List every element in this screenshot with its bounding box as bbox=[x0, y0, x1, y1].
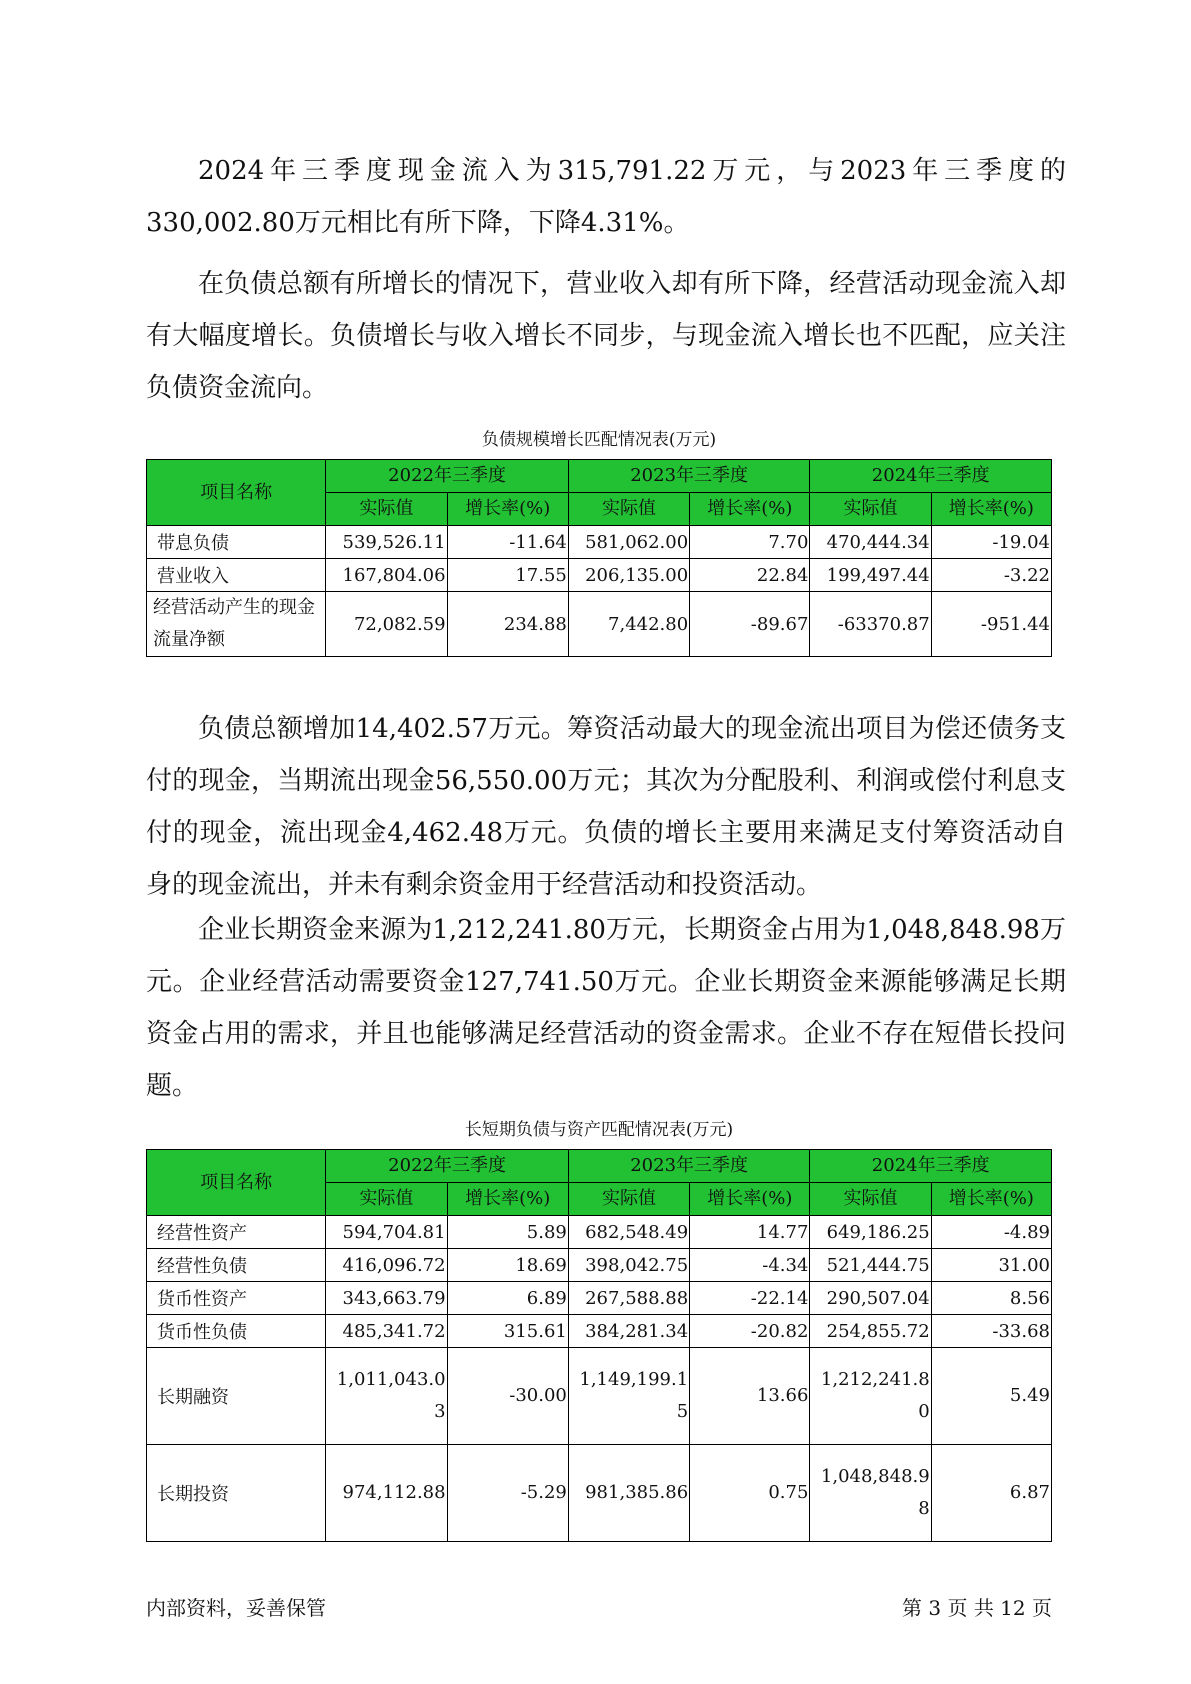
row-label: 长期投资 bbox=[147, 1445, 326, 1542]
cell-value: 1,212,241.80 bbox=[810, 1348, 931, 1445]
table-row bbox=[147, 592, 1052, 657]
cell-value: 7.70 bbox=[690, 526, 810, 559]
period-header: 2024年三季度 bbox=[810, 1150, 1052, 1183]
row-label: 经营活动产生的现金流量净额 bbox=[147, 592, 326, 657]
period-header: 2023年三季度 bbox=[568, 460, 810, 493]
cell-value: 7,442.80 bbox=[568, 592, 689, 657]
cell-value: -4.89 bbox=[931, 1216, 1051, 1249]
table-title-debt-growth: 负债规模增长匹配情况表(万元) bbox=[481, 430, 717, 450]
table-row bbox=[147, 1445, 1052, 1542]
liability-asset-match-table bbox=[146, 1149, 1052, 1542]
cell-value: 22.84 bbox=[690, 559, 810, 592]
row-label: 营业收入 bbox=[147, 559, 326, 592]
table-row bbox=[147, 1216, 1052, 1249]
cell-value: 649,186.25 bbox=[810, 1216, 931, 1249]
cell-value: 0.75 bbox=[690, 1445, 810, 1542]
paragraph-debt-usage: 负债总额增加14,402.57万元。筹资活动最大的现金流出项目为偿还债务支付的现金，当期流出现金56,550.00万元；其次为分配股利、利润或偿付利息支付的现金，流出现金4,462.48万元。负债的增长主要用来满足支付筹资活动自身的现金流出，并未有剩余资金用于经营活动和投资活动。 bbox=[146, 714, 1066, 900]
cell-value: 5.49 bbox=[931, 1348, 1051, 1445]
cell-value: 521,444.75 bbox=[810, 1249, 931, 1282]
cell-value: 17.55 bbox=[447, 559, 568, 592]
cell-value: 1,048,848.98 bbox=[810, 1445, 931, 1542]
row-label: 长期融资 bbox=[147, 1348, 326, 1445]
cell-value: 6.89 bbox=[447, 1282, 568, 1315]
actual-value-header: 实际值 bbox=[568, 1183, 689, 1216]
paragraph-long-term-funds: 企业长期资金来源为1,212,241.80万元，长期资金占用为1,048,848.98万元。企业经营活动需要资金127,741.50万元。企业长期资金来源能够满足长期资金占用的需求，并且也能够满足经营活动的资金需求。企业不存在短借长投问题。 bbox=[146, 915, 1066, 1101]
table-row bbox=[147, 559, 1052, 592]
cell-value: 13.66 bbox=[690, 1348, 810, 1445]
period-header: 2022年三季度 bbox=[326, 460, 569, 493]
debt-growth-table bbox=[146, 459, 1052, 657]
cell-value: 470,444.34 bbox=[810, 526, 931, 559]
cell-value: -3.22 bbox=[931, 559, 1051, 592]
table-row bbox=[147, 1348, 1052, 1445]
cell-value: -951.44 bbox=[931, 592, 1051, 657]
row-label: 经营性负债 bbox=[147, 1249, 326, 1282]
cell-value: 398,042.75 bbox=[568, 1249, 689, 1282]
growth-rate-header: 增长率(%) bbox=[931, 1183, 1051, 1216]
table-row bbox=[147, 1315, 1052, 1348]
growth-rate-header: 增长率(%) bbox=[931, 493, 1051, 526]
cell-value: 234.88 bbox=[447, 592, 568, 657]
row-label: 货币性资产 bbox=[147, 1282, 326, 1315]
actual-value-header: 实际值 bbox=[326, 493, 447, 526]
table-row bbox=[147, 1282, 1052, 1315]
cell-value: -5.29 bbox=[447, 1445, 568, 1542]
cell-value: 384,281.34 bbox=[568, 1315, 689, 1348]
footer-page-number: 第 3 页 共 12 页 bbox=[902, 1596, 1052, 1620]
growth-rate-header: 增长率(%) bbox=[447, 493, 568, 526]
growth-rate-header: 增长率(%) bbox=[690, 1183, 810, 1216]
period-header: 2023年三季度 bbox=[568, 1150, 810, 1183]
cell-value: 167,804.06 bbox=[326, 559, 447, 592]
cell-value: 981,385.86 bbox=[568, 1445, 689, 1542]
cell-value: 682,548.49 bbox=[568, 1216, 689, 1249]
actual-value-header: 实际值 bbox=[568, 493, 689, 526]
cell-value: -11.64 bbox=[447, 526, 568, 559]
table-row bbox=[147, 526, 1052, 559]
cell-value: 290,507.04 bbox=[810, 1282, 931, 1315]
cell-value: 1,149,199.15 bbox=[568, 1348, 689, 1445]
cell-value: 254,855.72 bbox=[810, 1315, 931, 1348]
actual-value-header: 实际值 bbox=[810, 493, 931, 526]
cell-value: 485,341.72 bbox=[326, 1315, 447, 1348]
actual-value-header: 实际值 bbox=[810, 1183, 931, 1216]
paragraph-cash-inflow: 2024年三季度现金流入为315,791.22万元，与2023年三季度的330,002.80万元相比有所下降，下降4.31%。 bbox=[146, 156, 1066, 238]
table-row bbox=[147, 1249, 1052, 1282]
row-label: 带息负债 bbox=[147, 526, 326, 559]
growth-rate-header: 增长率(%) bbox=[447, 1183, 568, 1216]
cell-value: 199,497.44 bbox=[810, 559, 931, 592]
cell-value: -33.68 bbox=[931, 1315, 1051, 1348]
cell-value: 539,526.11 bbox=[326, 526, 447, 559]
cell-value: -22.14 bbox=[690, 1282, 810, 1315]
cell-value: 8.56 bbox=[931, 1282, 1051, 1315]
item-name-header: 项目名称 bbox=[147, 460, 326, 526]
cell-value: 206,135.00 bbox=[568, 559, 689, 592]
cell-value: -89.67 bbox=[690, 592, 810, 657]
item-name-header: 项目名称 bbox=[147, 1150, 326, 1216]
cell-value: 6.87 bbox=[931, 1445, 1051, 1542]
actual-value-header: 实际值 bbox=[326, 1183, 447, 1216]
cell-value: -4.34 bbox=[690, 1249, 810, 1282]
cell-value: 72,082.59 bbox=[326, 592, 447, 657]
cell-value: 315.61 bbox=[447, 1315, 568, 1348]
cell-value: -19.04 bbox=[931, 526, 1051, 559]
cell-value: 581,062.00 bbox=[568, 526, 689, 559]
cell-value: 14.77 bbox=[690, 1216, 810, 1249]
period-header: 2022年三季度 bbox=[326, 1150, 569, 1183]
row-label: 经营性资产 bbox=[147, 1216, 326, 1249]
cell-value: 18.69 bbox=[447, 1249, 568, 1282]
table-title-liability-asset-match: 长短期负债与资产匹配情况表(万元) bbox=[464, 1120, 734, 1140]
cell-value: 1,011,043.03 bbox=[326, 1348, 447, 1445]
growth-rate-header: 增长率(%) bbox=[690, 493, 810, 526]
cell-value: 343,663.79 bbox=[326, 1282, 447, 1315]
cell-value: 594,704.81 bbox=[326, 1216, 447, 1249]
cell-value: 416,096.72 bbox=[326, 1249, 447, 1282]
cell-value: -20.82 bbox=[690, 1315, 810, 1348]
cell-value: 5.89 bbox=[447, 1216, 568, 1249]
row-label: 货币性负债 bbox=[147, 1315, 326, 1348]
footer-confidential-note: 内部资料，妥善保管 bbox=[146, 1596, 326, 1620]
cell-value: -63370.87 bbox=[810, 592, 931, 657]
period-header: 2024年三季度 bbox=[810, 460, 1052, 493]
cell-value: 974,112.88 bbox=[326, 1445, 447, 1542]
cell-value: -30.00 bbox=[447, 1348, 568, 1445]
cell-value: 31.00 bbox=[931, 1249, 1051, 1282]
paragraph-debt-growth: 在负债总额有所增长的情况下，营业收入却有所下降，经营活动现金流入却有大幅度增长。负债增长与收入增长不同步，与现金流入增长也不匹配，应关注负债资金流向。 bbox=[146, 269, 1066, 403]
cell-value: 267,588.88 bbox=[568, 1282, 689, 1315]
